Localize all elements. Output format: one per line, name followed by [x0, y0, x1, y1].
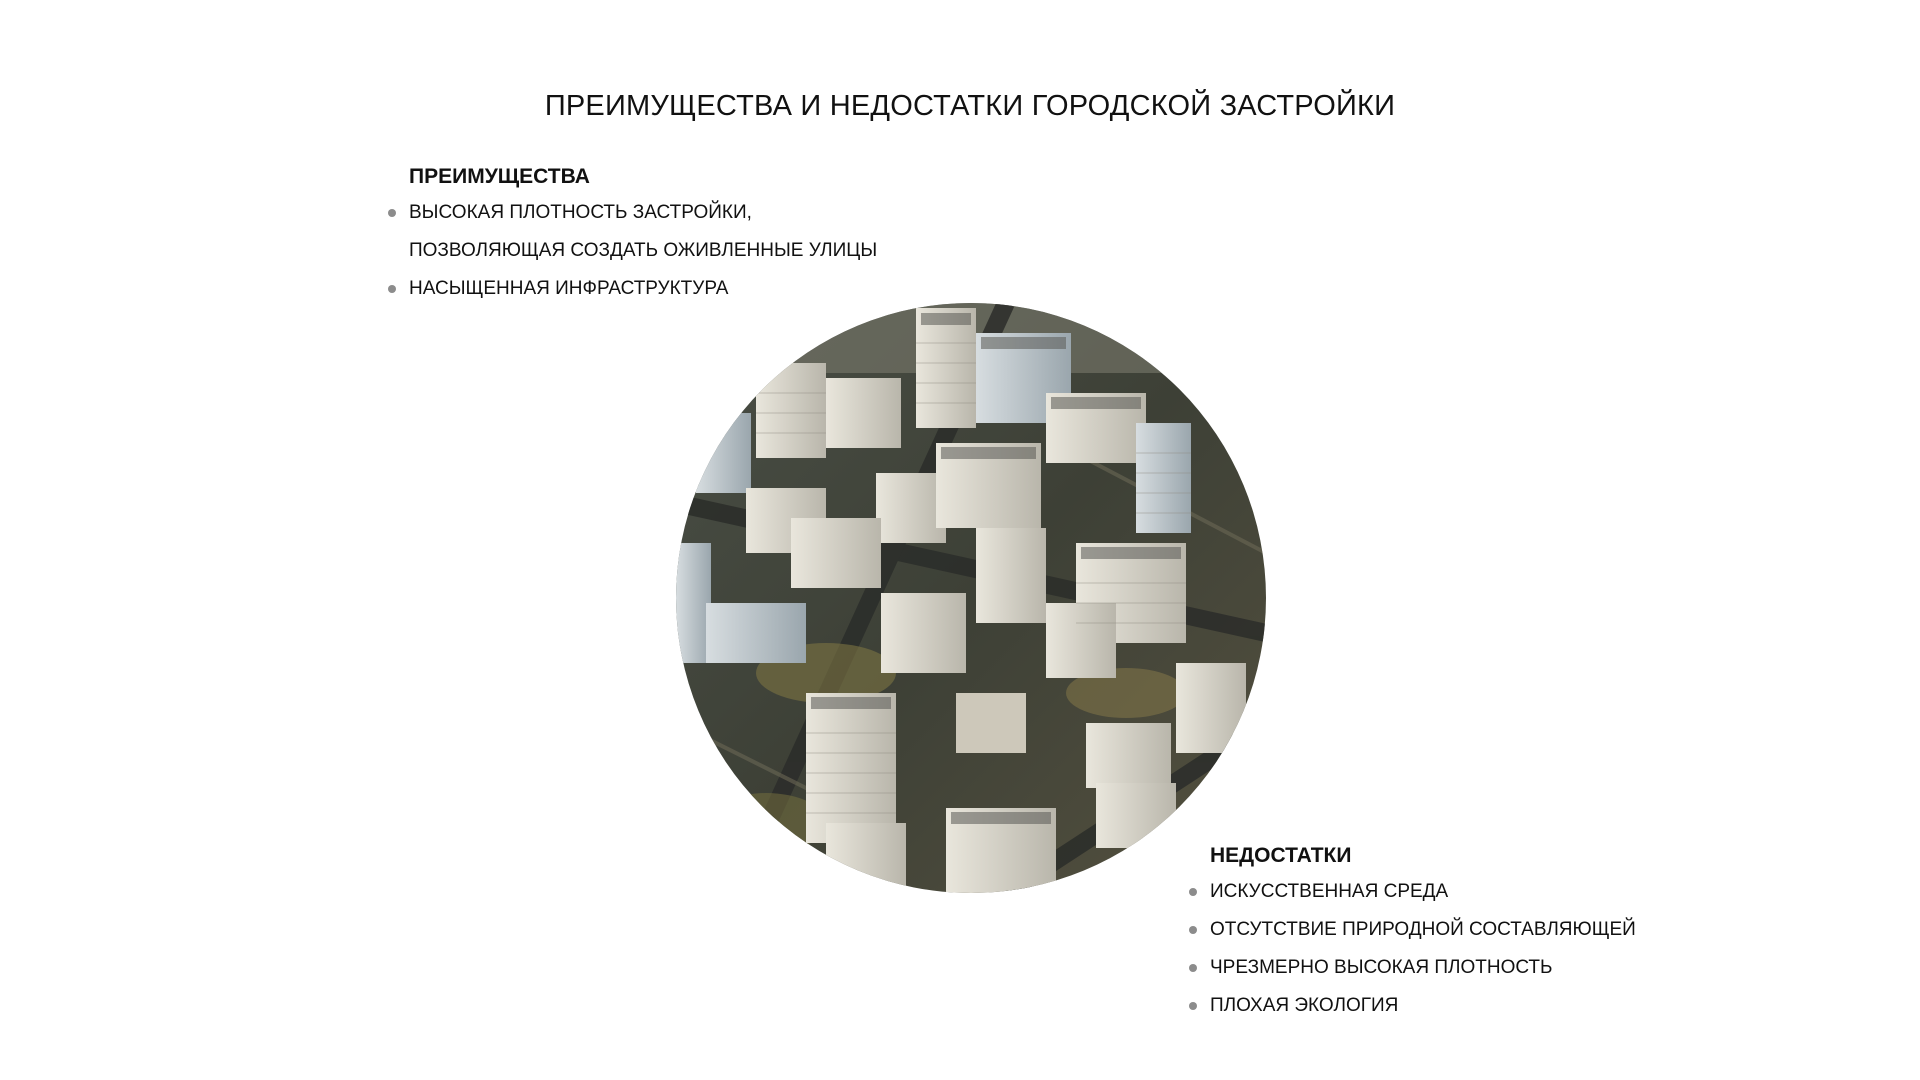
bullet-icon — [388, 209, 396, 217]
cons-item-text: ПЛОХАЯ ЭКОЛОГИЯ — [1210, 995, 1399, 1016]
cons-item — [1189, 987, 1636, 1025]
cons-item — [1189, 873, 1636, 911]
bullet-icon — [1189, 888, 1197, 896]
pros-item — [388, 270, 877, 308]
pros-item-text: ВЫСОКАЯ ПЛОТНОСТЬ ЗАСТРОЙКИ, — [409, 202, 752, 223]
cons-item-text: ОТСУТСТВИЕ ПРИРОДНОЙ СОСТАВЛЯЮЩЕЙ — [1210, 919, 1636, 940]
pros-item — [388, 194, 877, 232]
bullet-icon — [1189, 964, 1197, 972]
pros-item-continuation — [388, 232, 877, 270]
pros-heading: ПРЕИМУЩЕСТВА — [409, 165, 590, 188]
bullet-icon — [1189, 926, 1197, 934]
cons-block — [1189, 839, 1636, 1025]
pros-item-text: ПОЗВОЛЯЮЩАЯ СОЗДАТЬ ОЖИВЛЕННЫЕ УЛИЦЫ — [409, 240, 878, 261]
cons-item-text: ИСКУССТВЕННАЯ СРЕДА — [1210, 881, 1449, 902]
cons-item — [1189, 911, 1636, 949]
slide-title: ПРЕИМУЩЕСТВА И НЕДОСТАТКИ ГОРОДСКОЙ ЗАСТРОЙКИ — [544, 90, 1396, 122]
cons-heading: НЕДОСТАТКИ — [1210, 844, 1352, 867]
cons-item — [1189, 949, 1636, 987]
pros-item-text: НАСЫЩЕННАЯ ИНФРАСТРУКТУРА — [409, 278, 729, 299]
pros-block — [388, 160, 877, 308]
aerial-city-illustration — [676, 303, 1266, 893]
aerial-city-photo — [676, 303, 1266, 893]
bullet-icon — [388, 285, 396, 293]
cons-item-text: ЧРЕЗМЕРНО ВЫСОКАЯ ПЛОТНОСТЬ — [1210, 957, 1553, 978]
bullet-icon — [1189, 1002, 1197, 1010]
